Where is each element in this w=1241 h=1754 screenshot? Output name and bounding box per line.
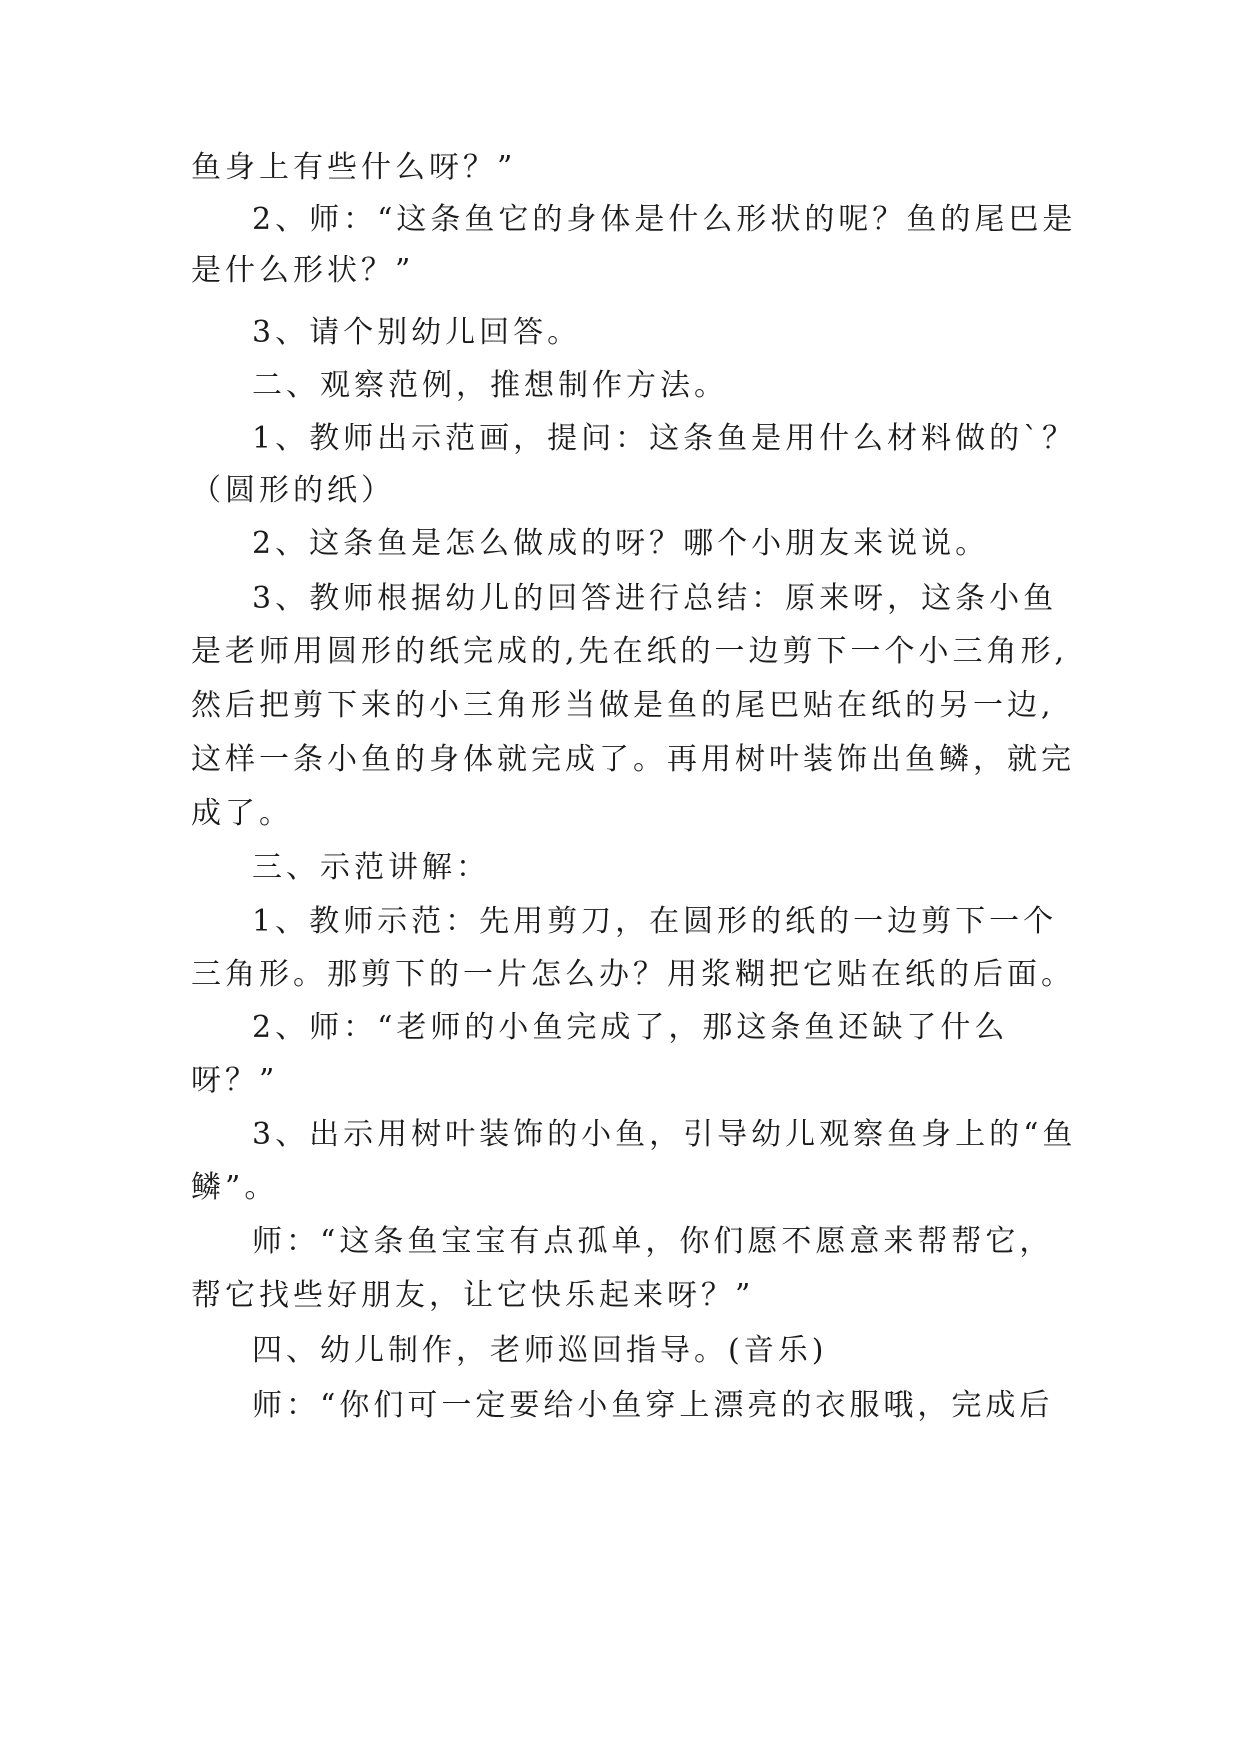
text-line: 1、教师示范：先用剪刀，在圆形的纸的一边剪下一个 — [252, 904, 1058, 939]
text-line: 3、教师根据幼儿的回答进行总结：原来呀，这条小鱼 — [252, 581, 1058, 616]
text-line: 呀？” — [191, 1063, 279, 1098]
section-heading: 三、示范讲解： — [252, 850, 490, 885]
text-line: 鱼身上有些什么呀？” — [191, 150, 517, 185]
text-line: 师：“你们可一定要给小鱼穿上漂亮的衣服哦，完成后 — [252, 1388, 1054, 1423]
text-line: 3、请个别幼儿回答。 — [252, 315, 582, 350]
text-line: 这样一条小鱼的身体就完成了。再用树叶装饰出鱼鳞，就完 — [191, 742, 1075, 777]
text-line: 然后把剪下来的小三角形当做是鱼的尾巴贴在纸的另一边, — [191, 688, 1055, 723]
text-line: 2、师：“这条鱼它的身体是什么形状的呢？鱼的尾巴是 — [252, 202, 1077, 237]
text-line: 2、师：“老师的小鱼完成了，那这条鱼还缺了什么 — [252, 1010, 1009, 1045]
text-line: 2、这条鱼是怎么做成的呀？哪个小朋友来说说。 — [252, 526, 990, 561]
text-line: 是老师用圆形的纸完成的,先在纸的一边剪下一个小三角形, — [191, 634, 1069, 669]
text-line: 成了。 — [191, 796, 293, 831]
text-line: 帮它找些好朋友，让它快乐起来呀？” — [191, 1278, 755, 1313]
section-heading: 二、观察范例，推想制作方法。 — [252, 368, 728, 403]
text-line: 师：“这条鱼宝宝有点孤单，你们愿不愿意来帮帮它， — [252, 1224, 1054, 1259]
text-line: （圆形的纸） — [191, 473, 395, 508]
text-line: 1、教师出示范画，提问：这条鱼是用什么材料做的`？ — [252, 421, 1077, 456]
section-heading: 四、幼儿制作，老师巡回指导。(音乐) — [252, 1333, 828, 1368]
text-line: 3、出示用树叶装饰的小鱼，引导幼儿观察鱼身上的“鱼 — [252, 1117, 1077, 1152]
text-line: 三角形。那剪下的一片怎么办？用浆糊把它贴在纸的后面。 — [191, 957, 1075, 992]
text-line: 鳞”。 — [191, 1170, 279, 1205]
text-line: 是什么形状？” — [191, 253, 415, 288]
